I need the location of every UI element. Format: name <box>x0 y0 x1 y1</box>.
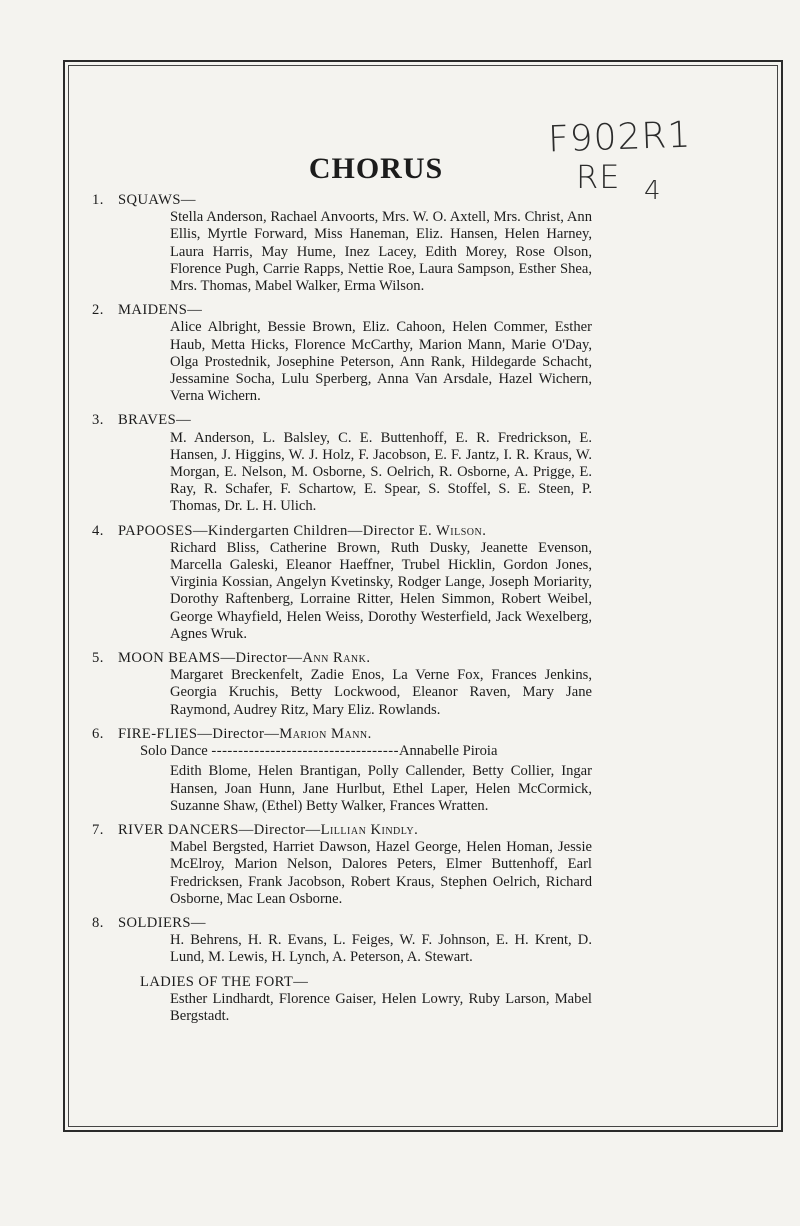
section-title: LADIES OF THE FORT— <box>140 973 309 990</box>
solo-performer: Annabelle Piroia <box>398 743 498 760</box>
section-number: 6. <box>92 725 104 742</box>
section-maidens <box>92 302 592 405</box>
section-title: RIVER DANCERS—Director— <box>118 821 321 838</box>
section-title: SQUAWS— <box>118 192 196 208</box>
section-names: Margaret Breckenfelt, Zadie Enos, La Verne Fox, Frances Jenkins, Georgia Kruchis, Betty Lockwood, Eleanor Raven, Mary Jane Raymond, Audrey Ritz, Mary Eliz. Rowlands. <box>170 667 592 718</box>
section-papooses <box>92 522 592 643</box>
section-fire-flies <box>92 725 592 815</box>
handwritten-initials: RE <box>576 158 621 196</box>
chorus-list <box>92 192 592 1032</box>
section-squaws <box>92 192 592 295</box>
section-braves <box>92 412 592 515</box>
section-director: Marion Mann. <box>279 725 372 742</box>
solo-label: Solo Dance <box>140 743 208 760</box>
section-number: 4. <box>92 522 104 539</box>
section-heading <box>92 522 592 540</box>
section-heading <box>92 192 592 209</box>
section-number: 2. <box>92 302 104 319</box>
section-ladies-of-the-fort <box>118 974 592 1026</box>
section-number: 7. <box>92 821 104 838</box>
section-heading <box>92 412 592 429</box>
section-number: 8. <box>92 914 104 931</box>
section-names: Edith Blome, Helen Brantigan, Polly Callender, Betty Collier, Ingar Hansen, Joan Hunn, Jane Hurlbut, Ethel Laper, Helen McCormick, Suzanne Shaw, (Ethel) Betty Walker, Frances Wratten. <box>170 763 592 814</box>
section-number: 3. <box>92 412 104 429</box>
section-names: Stella Anderson, Rachael Anvoorts, Mrs. W. O. Axtell, Mrs. Christ, Ann Ellis, Myrtle Forward, Miss Haneman, Eliz. Hansen, Helen Harney, Laura Harris, May Hume, Inez Lacey, Edith Morey, Rose Olson, Florence Pugh, Carrie Rapps, Nettie Roe, Laura Sampson, Esther Shea, Mrs. Thomas, Mabel Walker, Erma Wilson. <box>170 209 592 295</box>
section-title: MAIDENS— <box>118 302 203 319</box>
section-river-dancers <box>92 821 592 908</box>
section-title: SOLDIERS— <box>118 914 206 931</box>
handwritten-page-number: 4 <box>644 176 662 206</box>
section-heading <box>92 650 592 667</box>
page-title: CHORUS <box>308 152 444 185</box>
handwritten-catalog-code: F902R1 <box>547 114 693 161</box>
section-number: 5. <box>92 650 104 667</box>
section-director: Lillian Kindly. <box>320 821 419 838</box>
section-title: BRAVES— <box>118 412 192 429</box>
section-number: 1. <box>92 192 104 208</box>
section-moon-beams <box>92 650 592 719</box>
section-names: Esther Lindhardt, Florence Gaiser, Helen Lowry, Ruby Larson, Mabel Bergstadt. <box>170 990 592 1024</box>
section-names: Richard Bliss, Catherine Brown, Ruth Dusky, Jeanette Evenson, Marcella Galeski, Eleanor Haeffner, Trubel Hicklin, Gordon Jones, Virginia Kossian, Angelyn Kvetinsky, Rodger Lange, Joseph Moriarity, Dorothy Raftenberg, Lorraine Ritter, Helen Simmon, Robert Weibel, George Whayfield, Helen Weiss, Dorothy Westerfield, Jack Wexelberg, Agnes Wruk. <box>170 539 592 642</box>
section-title: MOON BEAMS—Director— <box>118 650 303 667</box>
section-title: FIRE-FLIES—Director— <box>118 725 280 742</box>
section-names: Alice Albright, Bessie Brown, Eliz. Cahoon, Helen Commer, Esther Haub, Metta Hicks, Florence McCarthy, Marion Mann, Marie O'Day, Olga Prostednik, Josephine Peterson, Ann Rank, Hildegarde Schacht, Jessamine Socha, Lulu Sperberg, Anna Van Arsdale, Hazel Wichern, Verna Wichern. <box>170 319 592 405</box>
section-heading <box>92 914 592 932</box>
section-soldiers <box>92 914 592 967</box>
section-heading <box>92 302 592 319</box>
section-director: E. Wilson. <box>418 522 487 539</box>
solo-leader-dashes: ----------------------------------- <box>211 743 399 760</box>
section-title: PAPOOSES—Kindergarten Children—Director <box>118 522 415 539</box>
section-names: M. Anderson, L. Balsley, C. E. Buttenhoff, E. R. Fredrickson, E. Hansen, J. Higgins, W. J. Holz, F. Jacobson, E. F. Jantz, I. R. Kraus, W. Morgan, E. Nelson, M. Osborne, S. Oelrich, R. Osborne, A. Prigge, E. Ray, R. Schafer, F. Schartow, E. Spear, S. Stoffel, S. E. Steen, P. Thomas, Dr. L. H. Ulich. <box>170 429 592 515</box>
section-heading <box>92 725 592 743</box>
solo-dance-line <box>140 743 592 760</box>
section-director: Ann Rank. <box>302 650 371 667</box>
section-names: Mabel Bergsted, Harriet Dawson, Hazel George, Helen Homan, Jessie McElroy, Marion Nelson, Dalores Peters, Elmer Buttenhoff, Earl Fredricksen, Frank Jacobson, Robert Kraus, Stephen Oelrich, Richard Osborne, Mac Lean Osborne. <box>170 839 592 907</box>
section-names: H. Behrens, H. R. Evans, L. Feiges, W. F. Johnson, E. H. Krent, D. Lund, M. Lewis, H. Lynch, A. Peterson, A. Stewart. <box>170 932 592 966</box>
section-heading <box>92 821 592 839</box>
